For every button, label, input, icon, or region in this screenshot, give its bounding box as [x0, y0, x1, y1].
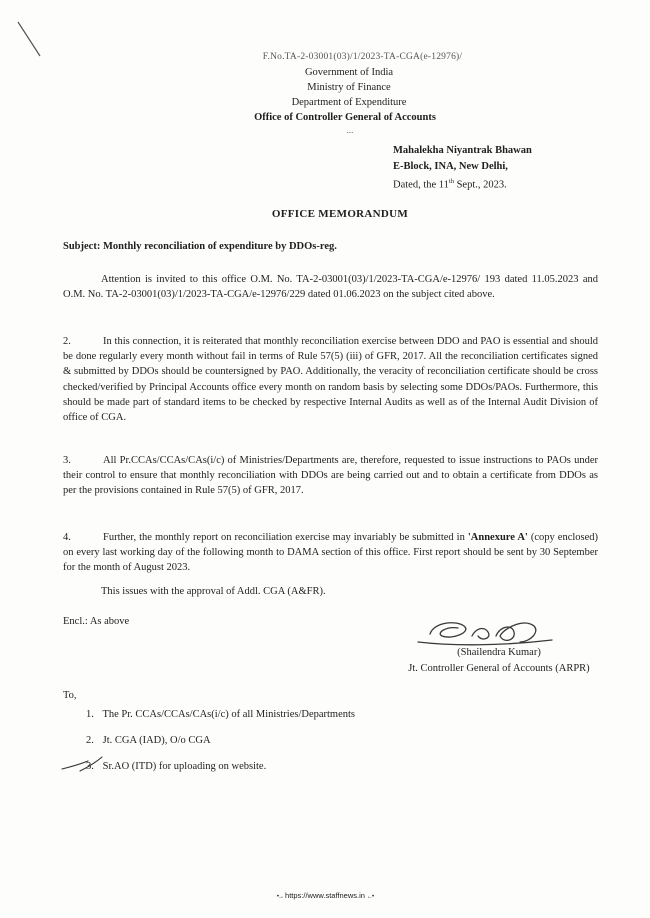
address-block	[393, 143, 532, 193]
header-dots: ...	[346, 125, 354, 135]
recipient-item: 3. Sr.AO (ITD) for uploading on website.	[86, 759, 355, 785]
paragraph-4: 4. Further, the monthly report on reconciliation exercise may invariably be submitted in 'Annexure A' (copy enclosed) on every last working day of the following month to DAMA section of this office. First report should be sent by 30 September for the month of August 2023.	[63, 532, 599, 574]
file-number: F.No.TA-2-03001(03)/1/2023-TA-CGA(e-12976)/	[262, 52, 463, 62]
recipient-item: 2. Jt. CGA (IAD), O/o CGA	[86, 735, 211, 746]
paragraph-3-number: 3.	[63, 455, 71, 466]
paragraph-3: 3. All Pr.CCAs/CCAs/CAs(i/c) of Ministries/Departments are, therefore, requested to issue instructions to PAOs under their control to ensure that monthly reconciliation with DDOs are being carried out and to obtain a certificate from DDOs as per the provisions contained in Rule 57(5) of GFR, 2017.	[63, 455, 598, 497]
to-label: To,	[63, 690, 77, 701]
handwritten-tick-mark	[60, 755, 104, 777]
annexure-reference: 'Annexure A'	[467, 532, 528, 543]
government-line: Government of India	[304, 67, 394, 78]
approval-line: This issues with the approval of Addl. CGA (A&FR).	[101, 586, 326, 597]
department-line: Department of Expenditure	[291, 97, 407, 108]
signer-name: (Shailendra Kumar)	[457, 647, 541, 658]
memo-subject: Subject: Monthly reconciliation of expenditure by DDOs-reg.	[63, 241, 337, 252]
address-line-2: E-Block, INA, New Delhi,	[393, 160, 508, 172]
enclosure-line: Encl.: As above	[63, 616, 130, 627]
ministry-line: Ministry of Finance	[307, 82, 391, 93]
paragraph-2-number: 2.	[63, 336, 71, 347]
paragraph-2: 2. In this connection, it is reiterated that monthly reconciliation exercise between DDO and PAO is essential and should be done regularly every month without fail in terms of Rule 57(5) (iii) of GFR, 2017. All the reconciliation certificates signed & submitted by DDOs should be countersigned by PAO. Additionally, the veracity of reconciliation certificate should be cross checked/verified by Principal Accounts office every month on random basis by selecting some DDOs/PAOs. Furthermore, this should be made part of standard items to be checked by respective Internal Audits as well as of the Internal Audit Division of office of CGA.	[63, 336, 598, 424]
signer-designation: Jt. Controller General of Accounts (ARPR)	[408, 662, 590, 674]
paragraph-1: Attention is invited to this office O.M. No. TA-2-03001(03)/1/2023-TA-CGA/e-12976/ 193 dated 11.05.2023 and O.M. No. TA-2-03001(03)/1/2023-TA-CGA/e-12976/229 dated 01.06.2023 on the subject cited above.	[63, 274, 598, 301]
letterhead	[0, 50, 650, 135]
paragraph-4-number: 4.	[63, 532, 71, 543]
address-line-1: Mahalekha Niyantrak Bhawan	[393, 145, 532, 156]
footer-url: •→ https://www.staffnews.in ←•	[276, 891, 374, 900]
date-line: Dated, the 11th Sept., 2023.	[393, 178, 507, 191]
office-line: Office of Controller General of Accounts	[254, 112, 436, 123]
recipient-list	[86, 707, 355, 785]
recipient-item: 1. The Pr. CCAs/CCAs/CAs(i/c) of all Ministries/Departments	[86, 709, 356, 720]
signer-block	[368, 645, 630, 676]
memo-title: OFFICE MEMORANDUM	[271, 208, 409, 220]
